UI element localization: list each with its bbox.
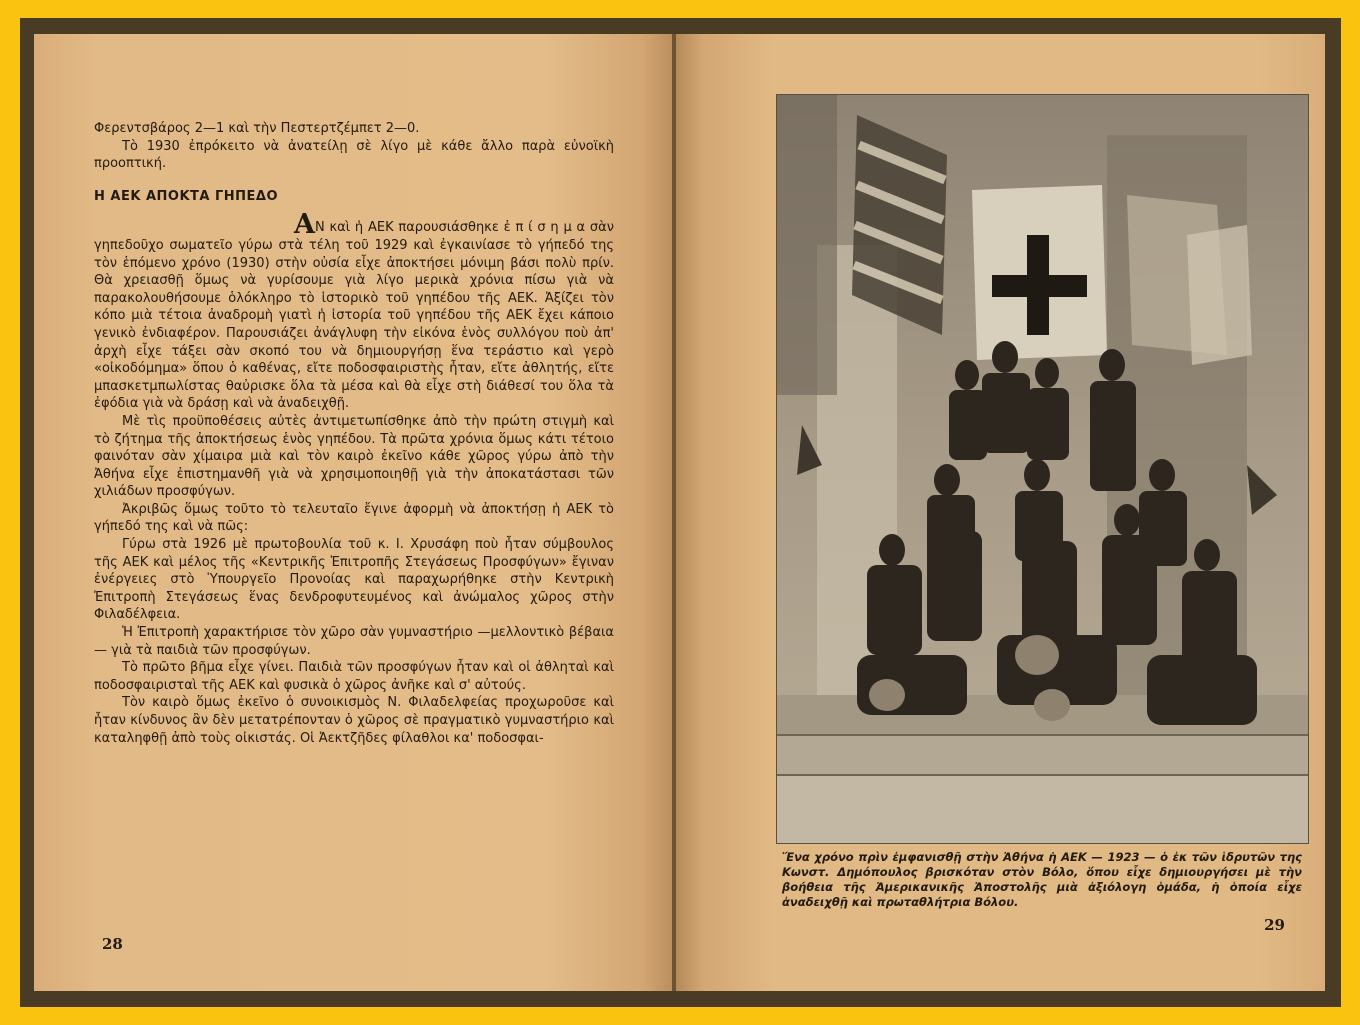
paragraph: Τὸ πρῶτο βῆμα εἶχε γίνει. Παιδιὰ τῶν προσφύγων ἦταν καὶ οἱ ἀθληταὶ καὶ ποδοσφαιρισταὶ τῆς ΑΕΚ καὶ φυσικὰ ὁ χῶρος ἀνῆκε καὶ σ' αὐτούς. <box>94 660 614 693</box>
paragraph: Μὲ τὶς προϋποθέσεις αὐτὲς ἀντιμετωπίσθηκε ἀπὸ τὴν πρώτη στιγμὴ καὶ τὸ ζήτημα τῆς ἀποκτήσεως ἑνὸς γηπέδου. Τὰ πρῶτα χρόνια ὅμως κάτι τέτοιο φαινόταν σὰν χίμαιρα μιὰ καὶ τὸν καιρὸ ἐκεῖνο κάθε χῶρος γύρω ἀπὸ τὴν Ἀθήνα εἶχε ἐπιστημανθῆ γιὰ νὰ χρησιμοποιηθῇ γιὰ τὴν ἀποκατάστασι τῶν χιλιάδων προσφύγων. <box>94 413 614 500</box>
team-photo-illustration <box>777 95 1308 843</box>
photo-caption: Ἕνα χρόνο πρὶν ἐμφανισθῇ στὴν Ἀθήνα ἡ ΑΕΚ — 1923 — ὁ ἐκ τῶν ἱδρυτῶν της Κωνστ. Δημόπουλος βρισκόταν στὸν Βόλο, ὅπου εἶχε δημιουργήσει μὲ τὴν βοήθεια τῆς Ἀμερικανικῆς Ἀποστολῆς μιὰ ἀξιόλογη ὁμάδα, ἡ ὁποία εἶχε ἀναδειχθῇ καὶ πρωταθλήτρια Βόλου. <box>782 850 1302 909</box>
book-frame <box>20 18 1341 1007</box>
drop-cap: Α <box>294 209 315 241</box>
page-number-right: 29 <box>1264 916 1285 934</box>
team-photo <box>776 94 1309 844</box>
paragraph: Ἀκριβῶς ὅμως τοῦτο τὸ τελευταῖο ἔγινε ἀφορμὴ νὰ ἀποκτήσῃ ἡ ΑΕΚ τὸ γήπεδό της καὶ νὰ πῶς: <box>94 501 614 535</box>
left-page-text <box>94 120 614 747</box>
paragraph-body: Ν καὶ ἡ ΑΕΚ παρουσιάσθηκε ἐ π ί σ η μ α σὰν γηπεδοῦχο σωματεῖο γύρω στὰ τέλη τοῦ 1929 καὶ ἐγκαινίασε τὸ γήπεδό της τὸν ἑπόμενο χρόνο (1930) στὴν οὐσία εἶχε ἀποκτήσει μόνιμη βάσι πολὺ πρίν. Θὰ χρειασθῇ ὅμως νὰ γυρίσουμε γιὰ λίγο μερικὰ χρόνια πίσω γιὰ νὰ παρακολουθήσουμε ὁλόκληρο τὸ ἱστορικὸ τοῦ γηπέδου τῆς ΑΕΚ. Ἀξίζει τὸν κόπο μιὰ τέτοια ἀναδρομὴ γιατὶ ἡ ἱστορία τοῦ γηπέδου τῆς ΑΕΚ ἔχει κάποιο γενικὸ ἐνδιαφέρον. Παρουσιάζει ἀνάγλυφη τὴν εἰκόνα ἑνὸς συλλόγου ποὺ ἀπ' ἀρχὴ εἶχε τάξει σὰν σκοπό του νὰ δημιουργήσῃ ἕνα τεράστιο καὶ γερὸ «οἰκοδόμημα» ὅπου ὁ καθένας, εἴτε ποδοσφαιριστὴς ἦταν, εἴτε ἀθλητής, εἴτε μπασκετμπωλίστας θαὐρισκε ὅλα τὰ μέσα καὶ θὰ εἶχε στὴ διάθεσί του ὅλα τὰ ἐφόδια γιὰ νὰ δράσῃ καὶ νὰ ἀναδειχθῇ. <box>94 220 614 412</box>
paragraph: Φερεντσβάρος 2—1 καὶ τὴν Πεστερτζέμπετ 2—0. <box>94 121 420 136</box>
paragraph: Ἡ Ἐπιτροπὴ χαρακτήρισε τὸν χῶρο σὰν γυμναστήριο —μελλοντικὸ βέβαια— γιὰ τὰ παιδιὰ τῶν προσφύγων. <box>94 625 614 658</box>
section-heading: Η ΑΕΚ ΑΠΟΚΤΑ ΓΗΠΕΔΟ <box>94 188 279 204</box>
paragraph-with-dropcap <box>94 209 614 413</box>
cross-flag <box>972 185 1107 360</box>
paragraph: Τὸν καιρὸ ὅμως ἐκεῖνο ὁ συνοικισμὸς Ν. Φιλαδελφείας προχωροῦσε καὶ ἦταν κίνδυνος ἂν δὲν μετατρέπονταν ὁ χῶρος σὲ πραγματικὸ γυμναστήριο καὶ καταληφθῇ ἀπὸ τοὺς οἰκιστάς. Οἱ Ἀεκτζῆδες φίλαθλοι κα' ποδοσφαι- <box>94 695 614 746</box>
page-number-left: 28 <box>102 935 123 953</box>
paragraph: Γύρω στὰ 1926 μὲ πρωτοβουλία τοῦ κ. Ι. Χρυσάφη ποὺ ἦταν σύμβουλος τῆς ΑΕΚ καὶ μέλος τῆς «Κεντρικῆς Ἐπιτροπῆς Στεγάσεως Προσφύγων» ἔγιναν ἐνέργειες στὸ Ὑπουργεῖο Προνοίας καὶ παραχωρήθηκε στὴν Κεντρικὴ Ἐπιτροπὴ Στεγάσεως ἕνας δενδροφυτευμένος καὶ ἀνώμαλος χῶρος στὴν Φιλαδέλφεια. <box>94 537 614 623</box>
paragraph: Τὸ 1930 ἐπρόκειτο νὰ ἀνατείλῃ σὲ λίγο μὲ κάθε ἄλλο παρὰ εὐνοϊκὴ προοπτική. <box>94 138 614 172</box>
left-page <box>34 34 674 991</box>
right-page <box>676 34 1325 991</box>
